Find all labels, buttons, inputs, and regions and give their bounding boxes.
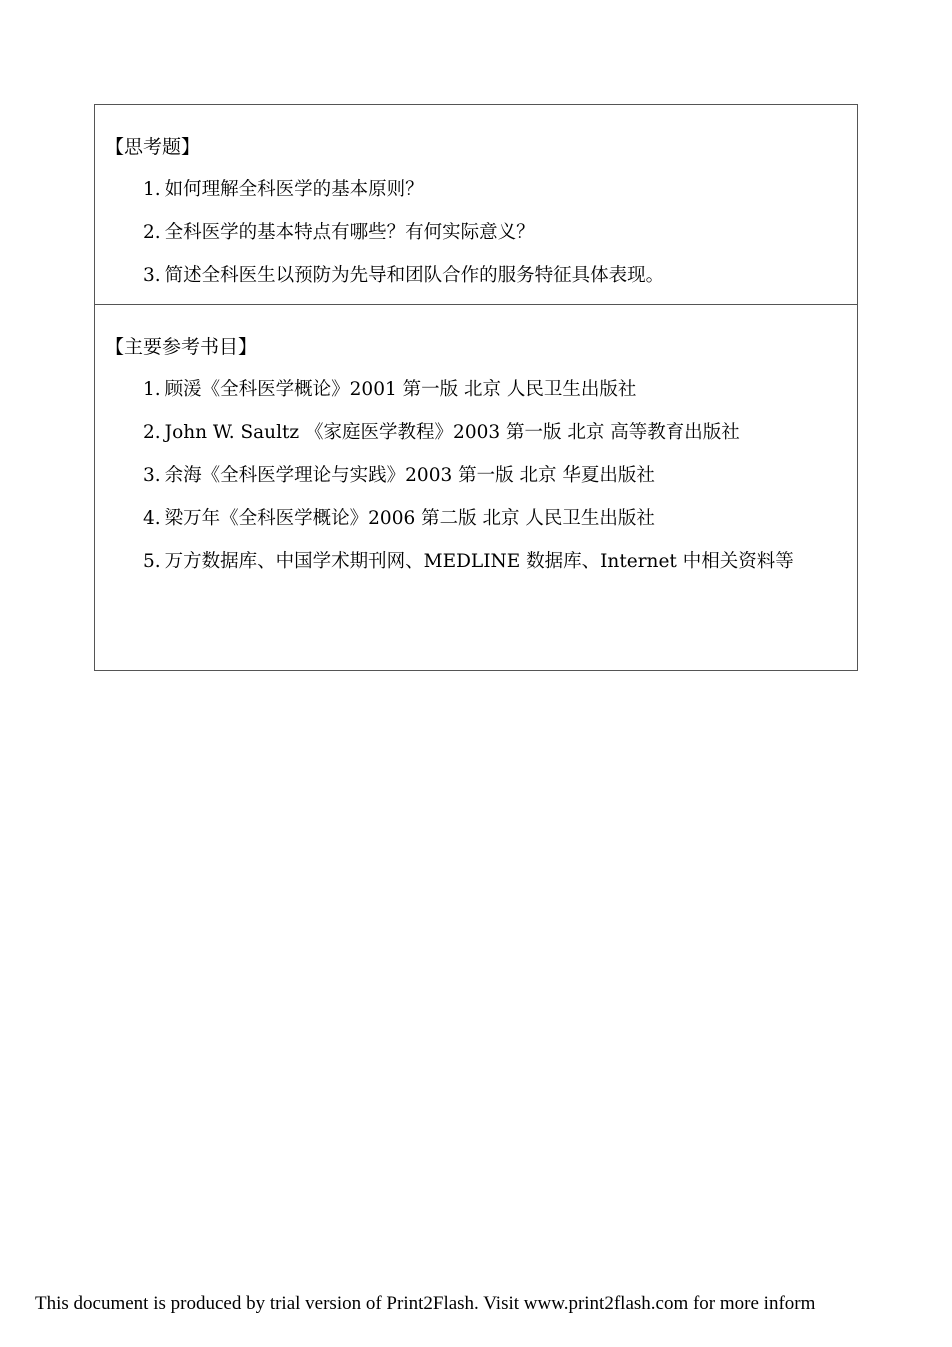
list-item — [105, 505, 847, 533]
list-item — [105, 176, 847, 204]
references-section — [95, 305, 857, 670]
list-item — [105, 540, 847, 583]
item-text: John W. Saultz 《家庭医学教程》2003 第一版 北京 高等教育出版社 — [164, 422, 740, 443]
item-number: 2. — [143, 222, 161, 243]
item-text: 余海《全科医学理论与实践》2003 第一版 北京 华夏出版社 — [164, 465, 655, 486]
item-number: 1. — [143, 379, 161, 400]
content-table — [94, 104, 858, 671]
item-text: 如何理解全科医学的基本原则？ — [164, 179, 424, 200]
item-text: 梁万年《全科医学概论》2006 第二版 北京 人民卫生出版社 — [164, 508, 655, 529]
thinking-questions-section — [95, 105, 857, 305]
list-item — [105, 219, 847, 247]
trial-watermark-footer: This document is produced by trial version of Print2Flash. Visit www.print2flash.com for more inform — [35, 1293, 816, 1314]
item-text: 顾湲《全科医学概论》2001 第一版 北京 人民卫生出版社 — [164, 379, 637, 400]
thinking-questions-title: 【思考题】 — [105, 136, 201, 158]
references-title: 【主要参考书目】 — [105, 336, 258, 358]
item-number: 1. — [143, 179, 161, 200]
item-number: 3. — [143, 465, 161, 486]
list-item — [105, 462, 847, 490]
item-number: 3. — [143, 265, 161, 286]
list-item — [105, 262, 847, 290]
item-number: 2. — [143, 422, 161, 443]
item-number: 4. — [143, 508, 161, 529]
references-list — [105, 376, 847, 583]
item-number: 5. — [143, 551, 161, 572]
list-item — [105, 419, 847, 447]
questions-list — [105, 176, 847, 290]
item-text: 简述全科医生以预防为先导和团队合作的服务特征具体表现。 — [164, 265, 665, 286]
item-text: 万方数据库、中国学术期刊网、MEDLINE 数据库、Internet 中相关资料等 — [164, 551, 794, 572]
item-text: 全科医学的基本特点有哪些？有何实际意义？ — [164, 222, 535, 243]
list-item — [105, 376, 847, 404]
